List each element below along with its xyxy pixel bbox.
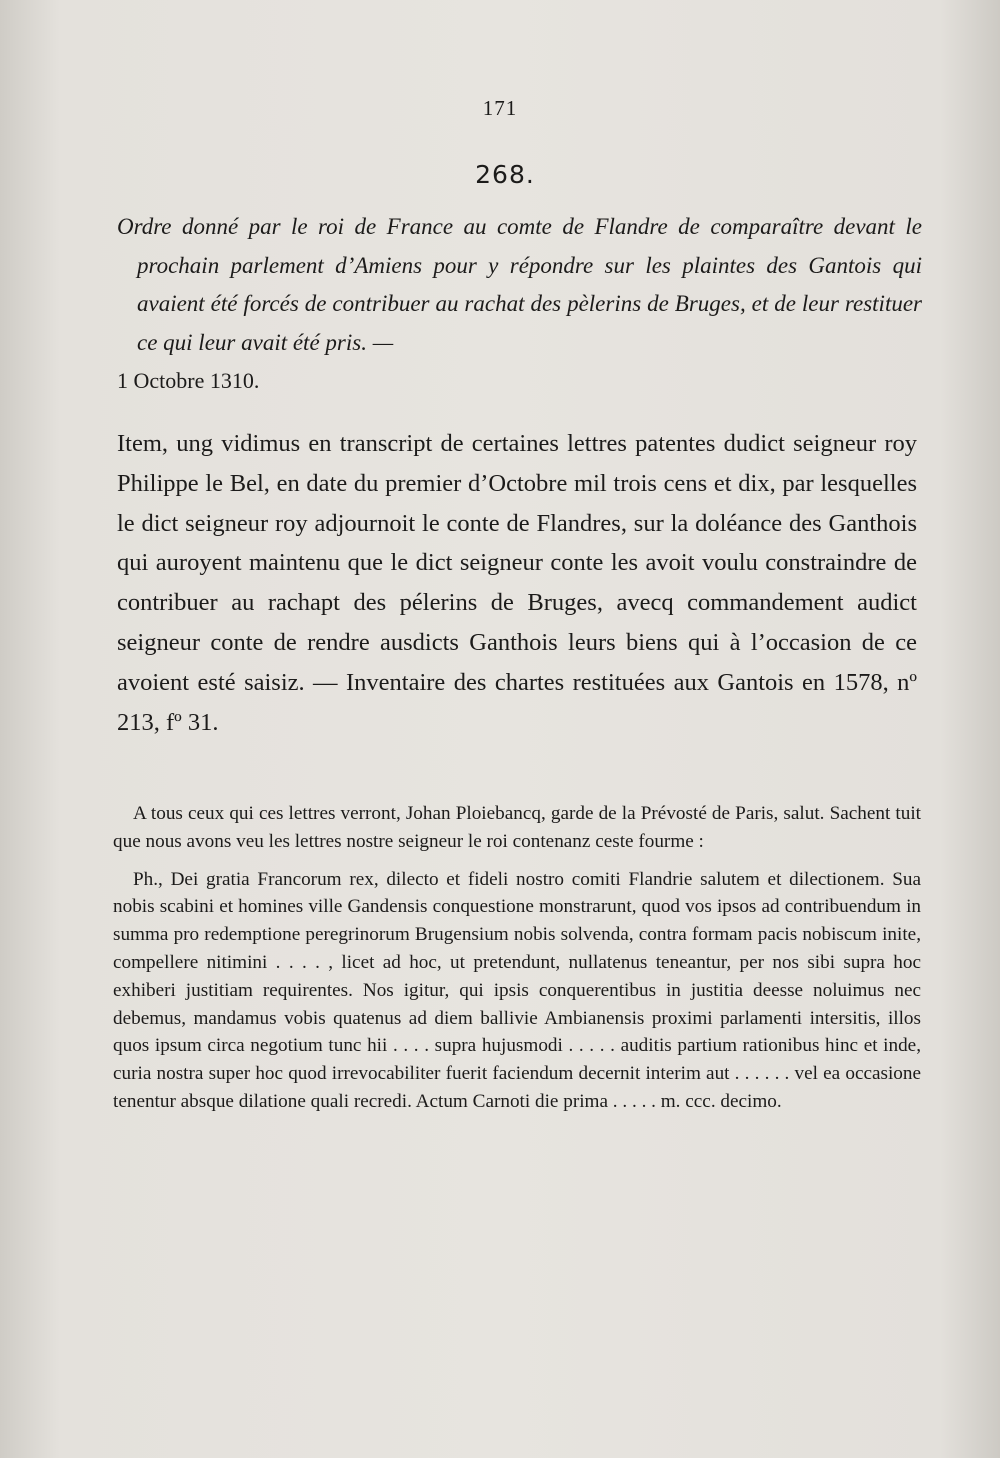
document-summary bbox=[117, 208, 922, 401]
summary-paragraph bbox=[117, 208, 922, 401]
inventory-excerpt: Item, ung vidimus en transcript de certaines lettres patentes dudict seigneur roy Philippe le Bel, en date du premier d’Octobre mil trois cens et dix, par lesquelles le dict seigneur roy adjournoit le conte de Flandres, sur la doléance des Ganthois qui auroyent maintenu que le dict seigneur conte les avoit voulu constraindre de contribuer au rachapt des pélerins de Bruges, avecq commandement audict seigneur conte de rendre ausdicts Ganthois leurs biens qui à l’occasion de ce avoient esté saisiz. — Inventaire des chartes restituées aux Gantois en 1578, nº 213, fº 31. bbox=[117, 430, 917, 736]
letter-body: Ph., Dei gratia Francorum rex, dilecto et fideli nostro comiti Flandrie salutem et dilectionem. Sua nobis scabini et homines ville Gandensis conquestione monstrarunt, quod vos ipsos ad contribuendum in summa pro redemptione peregrinorum Brugensium nobis solvenda, contra formam pacis nobiscum inite, compellere nitimini . . . . , licet ad hoc, ut pretendunt, nullatenus teneantur, per nos sibi supra hoc exhiberi justitiam requirentes. Nos igitur, qui ipsis conquerentibus in justitia deesse noluimus nec debemus, mandamus vobis quatenus ad diem ballivie Ambianensis proximi parlamenti intersitis, illos quos ipsum circa negotium tunc hii . . . . supra hujusmodi . . . . . auditis partium rationibus hinc et inde, curia nostra super hoc quod irrevocabiliter fuerit faciendum decernit interim aut . . . . . . vel ea occasione tenentur absque dilatione quali recredi. Actum Carnoti die prima . . . . . m. ccc. decimo. bbox=[113, 868, 921, 1112]
letter-intro: A tous ceux qui ces lettres verront, Johan Ploiebancq, garde de la Prévosté de Paris, salut. Sachent tuit que nous avons veu les lettres nostre seigneur le roi contenanz ceste fourme : bbox=[113, 803, 921, 852]
summary-text: Ordre donné par le roi de France au comte de Flandre de comparaître devant le prochain parlement d’Amiens pour y répondre sur les plaintes des Gantois qui avaient été forcés de contribuer au rachat des pèlerins de Bruges, et de leur restituer ce qui leur avait été pris. — bbox=[117, 214, 922, 355]
letter-transcription bbox=[113, 800, 921, 1116]
document-number: 268. bbox=[475, 160, 535, 189]
page-number: 171 bbox=[482, 96, 518, 120]
summary-date: 1 Octobre 1310. bbox=[117, 368, 260, 393]
